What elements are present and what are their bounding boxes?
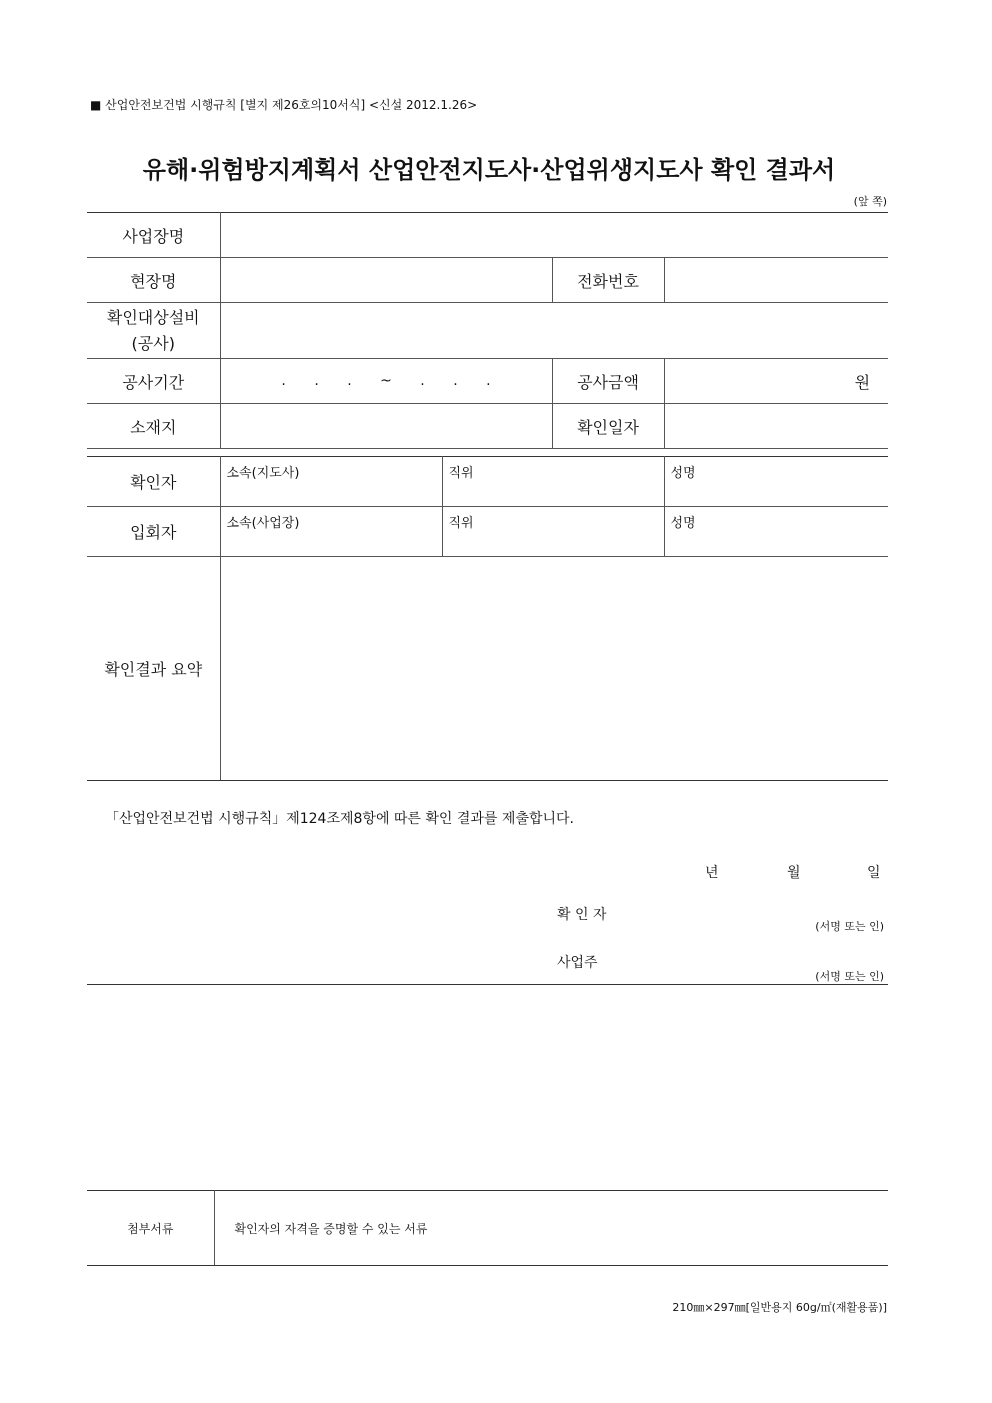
- amount-unit: 원: [854, 372, 871, 392]
- attachment-table: [87, 1190, 888, 1266]
- page-side-label: (앞 쪽): [853, 195, 887, 208]
- witness-affiliation-label: 소속(사업장): [226, 516, 300, 531]
- confirm-date-field[interactable]: [664, 404, 888, 449]
- site-name-field[interactable]: [220, 258, 552, 303]
- witness-position-label: 직위: [448, 516, 474, 531]
- witness-affiliation-field[interactable]: [220, 507, 442, 557]
- target-label: [87, 303, 220, 359]
- confirmer-name-field[interactable]: [664, 457, 888, 507]
- phone-label: 전화번호: [552, 258, 664, 303]
- witness-name-field[interactable]: [664, 507, 888, 557]
- site-name-label: 현장명: [87, 258, 220, 303]
- signer-owner-label: 사업주: [557, 955, 598, 971]
- date-day-label: 일: [867, 865, 881, 881]
- declaration-divider: [87, 984, 888, 985]
- period-field[interactable]: . . . ~ . . .: [220, 359, 552, 404]
- basic-info-section: [87, 212, 888, 449]
- date-month-label: 월: [787, 865, 801, 881]
- signer-confirmer-label: 확 인 자: [557, 907, 607, 923]
- target-label-line1: 확인대상설비: [106, 307, 200, 327]
- location-label: 소재지: [87, 404, 220, 449]
- phone-field[interactable]: [664, 258, 888, 303]
- summary-field[interactable]: [220, 557, 888, 781]
- target-label-line2: (공사): [131, 333, 175, 353]
- basic-info-table: [87, 212, 888, 449]
- paper-spec: 210㎜×297㎜[일반용지 60g/㎡(재활용품)]: [672, 1301, 887, 1314]
- date-year-label: 년: [705, 865, 719, 881]
- business-name-field[interactable]: [220, 213, 888, 258]
- attachment-section: [87, 1190, 888, 1266]
- amount-label: 공사금액: [552, 359, 664, 404]
- location-field[interactable]: [220, 404, 552, 449]
- period-label: 공사기간: [87, 359, 220, 404]
- summary-label: 확인결과 요약: [87, 557, 220, 781]
- target-field[interactable]: [220, 303, 888, 359]
- witness-position-field[interactable]: [442, 507, 664, 557]
- form-reference-note: ■ 산업안전보건법 시행규칙 [별지 제26호의10서식] <신설 2012.1.26>: [90, 98, 478, 112]
- confirmer-affiliation-label: 소속(지도사): [226, 466, 300, 481]
- confirmer-position-label: 직위: [448, 466, 474, 481]
- persons-section: [87, 456, 888, 781]
- page-title: 유해·위험방지계획서 산업안전지도사·산업위생지도사 확인 결과서: [142, 156, 836, 184]
- witness-label: 입회자: [87, 507, 220, 557]
- business-name-label: 사업장명: [87, 213, 220, 258]
- attachment-label: 첨부서류: [87, 1191, 214, 1266]
- amount-field[interactable]: [664, 359, 888, 404]
- confirmer-position-field[interactable]: [442, 457, 664, 507]
- confirmer-affiliation-field[interactable]: [220, 457, 442, 507]
- witness-name-label: 성명: [670, 516, 696, 531]
- attachment-value: 확인자의 자격을 증명할 수 있는 서류: [214, 1191, 888, 1266]
- confirm-date-label: 확인일자: [552, 404, 664, 449]
- confirmer-name-label: 성명: [670, 466, 696, 481]
- owner-sign-note[interactable]: (서명 또는 인): [815, 970, 884, 983]
- confirmer-sign-note[interactable]: (서명 또는 인): [815, 920, 884, 933]
- declaration-text: 「산업안전보건법 시행규칙」제124조제8항에 따른 확인 결과를 제출합니다.: [105, 811, 575, 827]
- persons-table: [87, 456, 888, 781]
- confirmer-label: 확인자: [87, 457, 220, 507]
